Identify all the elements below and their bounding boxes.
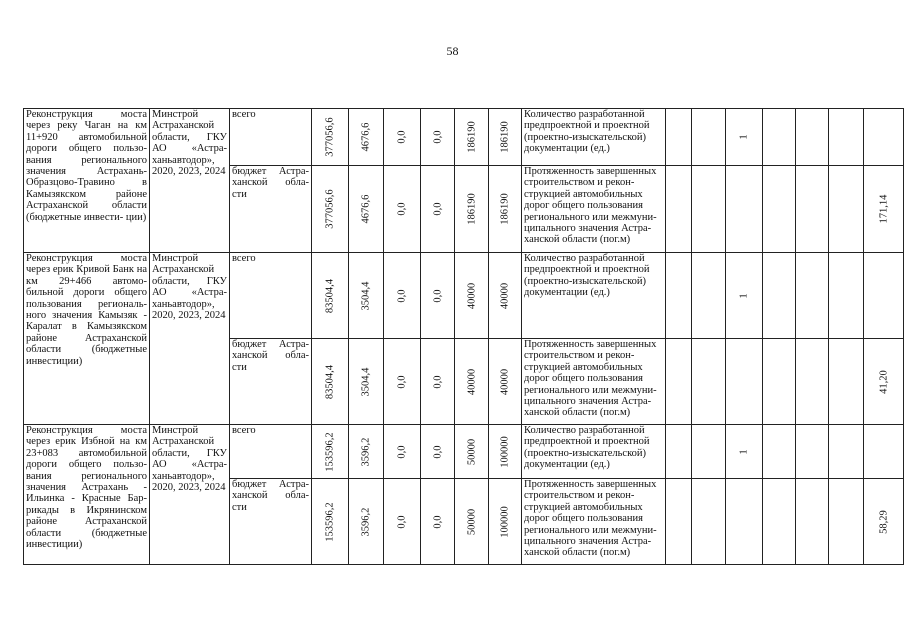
funding-value-cell xyxy=(489,339,522,425)
funding-value: 40000 xyxy=(499,368,511,395)
target-value-cell xyxy=(726,253,763,339)
funding-value: 186190 xyxy=(465,121,477,153)
indicator-name: Протяженность завершенных строительством и рекон- струкцией автомобильных дорог общего пользования регионального или межмуни- ципального значения Астра- ханской области (пог.м) xyxy=(522,339,666,425)
funding-value: 50000 xyxy=(465,438,477,465)
funding-value-cell xyxy=(312,479,349,565)
funding-value: 4676,6 xyxy=(360,194,372,224)
target-value-cell xyxy=(796,479,829,565)
funding-value: 83504,4 xyxy=(324,364,336,399)
target-value-cell xyxy=(666,253,692,339)
funding-value-cell xyxy=(455,425,489,479)
target-value-cell xyxy=(763,109,796,166)
responsible-executor: Минстрой Астраханской области, ГКУ АО «Астра- ханьавтодор», 2020, 2023, 2024 xyxy=(150,253,230,425)
funding-value: 186190 xyxy=(499,193,511,225)
funding-value-cell xyxy=(489,479,522,565)
indicator-name: Количество разработанной предпроектной и проектной (проектно-изыскательской) документации (ед.) xyxy=(522,425,666,479)
target-value: 1 xyxy=(738,292,750,299)
funding-value-cell xyxy=(312,253,349,339)
funding-value-cell xyxy=(421,479,455,565)
funding-value-cell xyxy=(455,166,489,253)
funding-value: 0,0 xyxy=(396,444,408,459)
funding-value-cell xyxy=(349,109,384,166)
funding-value-cell xyxy=(384,253,421,339)
target-value-cell xyxy=(692,479,726,565)
target-value-cell xyxy=(666,479,692,565)
funding-value-cell xyxy=(489,253,522,339)
funding-value-cell xyxy=(455,339,489,425)
funding-value-cell xyxy=(312,166,349,253)
responsible-executor: Минстрой Астраханской области, ГКУ АО «Астра- ханьавтодор», 2020, 2023, 2024 xyxy=(150,425,230,565)
funding-value-cell xyxy=(384,166,421,253)
funding-value: 377056,6 xyxy=(324,117,336,157)
target-value: 41,20 xyxy=(877,369,889,394)
funding-value: 0,0 xyxy=(431,130,443,144)
target-value-cell xyxy=(796,425,829,479)
funding-value-cell xyxy=(421,425,455,479)
funding-source: бюджет Астра- ханской обла- сти xyxy=(230,166,312,253)
funding-value: 100000 xyxy=(499,435,511,468)
target-value-cell xyxy=(796,339,829,425)
target-value: 171,14 xyxy=(877,194,889,224)
funding-value: 153596,2 xyxy=(324,431,336,472)
target-value-cell xyxy=(763,479,796,565)
funding-value: 186190 xyxy=(465,193,477,225)
funding-value: 3504,4 xyxy=(360,367,372,396)
target-value-cell xyxy=(666,109,692,166)
funding-value-cell xyxy=(349,425,384,479)
target-value-cell xyxy=(864,339,904,425)
funding-source: бюджет Астра- ханской обла- сти xyxy=(230,339,312,425)
indicator-name: Протяженность завершенных строительством и рекон- струкцией автомобильных дорог общего пользования регионального или межмуни- ципального значения Астра- ханской области (пог.м) xyxy=(522,479,666,565)
funding-value-cell xyxy=(421,166,455,253)
funding-source: всего xyxy=(230,425,312,479)
target-value-cell xyxy=(864,109,904,166)
target-value-cell xyxy=(692,109,726,166)
funding-value-cell xyxy=(384,109,421,166)
target-value-cell xyxy=(726,339,763,425)
funding-value: 40000 xyxy=(465,368,477,395)
funding-value-cell xyxy=(455,109,489,166)
responsible-executor: Минстрой Астраханской области, ГКУ АО «Астра- ханьавтодор», 2020, 2023, 2024 xyxy=(150,109,230,253)
target-value-cell xyxy=(829,425,864,479)
funding-value: 186190 xyxy=(499,121,511,153)
target-value-cell xyxy=(864,166,904,253)
funding-value: 100000 xyxy=(499,505,511,538)
target-value-cell xyxy=(829,339,864,425)
target-value-cell xyxy=(666,425,692,479)
funding-value: 3596,2 xyxy=(360,437,372,466)
funding-value-cell xyxy=(312,425,349,479)
target-value-cell xyxy=(829,166,864,253)
target-value: 1 xyxy=(738,448,750,455)
funding-value: 0,0 xyxy=(396,288,408,303)
funding-value-cell xyxy=(349,339,384,425)
target-value-cell xyxy=(726,109,763,166)
target-value-cell xyxy=(692,339,726,425)
indicator-name: Количество разработанной предпроектной и проектной (проектно-изыскательской) документации (ед.) xyxy=(522,253,666,339)
target-value-cell xyxy=(864,253,904,339)
funding-source: всего xyxy=(230,253,312,339)
funding-value-cell xyxy=(384,425,421,479)
funding-value: 377056,6 xyxy=(324,189,336,229)
funding-value-cell xyxy=(455,253,489,339)
target-value-cell xyxy=(726,479,763,565)
target-value-cell xyxy=(726,166,763,253)
funding-value: 0,0 xyxy=(396,202,408,216)
funding-value-cell xyxy=(421,253,455,339)
target-value-cell xyxy=(763,166,796,253)
funding-value-cell xyxy=(455,479,489,565)
object-description: Реконструкция моста через ерик Избной на км 23+083 автомобильной дороги общего пользо- вания регионального значения Астрахань - Ильинка - Красные Бар- рикады в Икрянинском районе Астраханской области (бюджетные инвестиции) xyxy=(24,425,150,565)
page-number: 58 xyxy=(446,44,459,58)
object-description: Реконструкция моста через реку Чаган на км 11+920 автомобильной дороги общего пользо- вания регионального значения Астрахань-Образцово-Травино в Камызякском районе Астраханской области (бюджетные инвести- ции) xyxy=(24,109,150,253)
program-table xyxy=(23,108,904,565)
target-value-cell xyxy=(763,339,796,425)
funding-value-cell xyxy=(349,253,384,339)
funding-value: 153596,2 xyxy=(324,501,336,542)
funding-value: 4676,6 xyxy=(360,122,372,152)
target-value-cell xyxy=(692,166,726,253)
funding-value-cell xyxy=(421,109,455,166)
target-value-cell xyxy=(829,109,864,166)
target-value-cell xyxy=(692,253,726,339)
funding-value-cell xyxy=(384,479,421,565)
funding-value: 0,0 xyxy=(431,444,443,459)
funding-value: 83504,4 xyxy=(324,278,336,313)
target-value: 58,29 xyxy=(877,509,889,534)
funding-source: бюджет Астра- ханской обла- сти xyxy=(230,479,312,565)
funding-value-cell xyxy=(489,109,522,166)
funding-value-cell xyxy=(312,339,349,425)
funding-value: 40000 xyxy=(499,282,511,309)
funding-value: 0,0 xyxy=(396,130,408,144)
funding-value-cell xyxy=(384,339,421,425)
funding-source: всего xyxy=(230,109,312,166)
table-row xyxy=(24,253,904,339)
target-value-cell xyxy=(796,166,829,253)
funding-value-cell xyxy=(421,339,455,425)
target-value-cell xyxy=(829,253,864,339)
funding-value-cell xyxy=(312,109,349,166)
funding-value: 0,0 xyxy=(396,514,408,529)
target-value: 1 xyxy=(738,134,750,140)
funding-value: 3504,4 xyxy=(360,281,372,310)
funding-value: 50000 xyxy=(465,508,477,535)
funding-value: 0,0 xyxy=(431,514,443,529)
target-value-cell xyxy=(864,479,904,565)
target-value-cell xyxy=(666,339,692,425)
object-description: Реконструкция моста через ерик Кривой Банк на км 29+466 автомо- бильной дороги общего пользования региональ- ного значения Камызяк - Каралат в Камызякском районе Астраханской области (бюджетные инвестиции) xyxy=(24,253,150,425)
target-value-cell xyxy=(864,425,904,479)
funding-value: 40000 xyxy=(465,282,477,309)
funding-value: 0,0 xyxy=(431,288,443,303)
funding-value-cell xyxy=(349,479,384,565)
funding-value: 0,0 xyxy=(431,202,443,216)
funding-value: 3596,2 xyxy=(360,507,372,536)
target-value-cell xyxy=(763,253,796,339)
table-row xyxy=(24,425,904,479)
funding-value: 0,0 xyxy=(431,374,443,389)
target-value-cell xyxy=(796,109,829,166)
funding-value-cell xyxy=(489,425,522,479)
table-row xyxy=(24,109,904,166)
funding-value-cell xyxy=(489,166,522,253)
indicator-name: Протяженность завершенных строительством и рекон- струкцией автомобильных дорог общего пользования регионального или межмуни- ципального значения Астра- ханской области (пог.м) xyxy=(522,166,666,253)
target-value-cell xyxy=(829,479,864,565)
funding-value: 0,0 xyxy=(396,374,408,389)
target-value-cell xyxy=(726,425,763,479)
funding-value-cell xyxy=(349,166,384,253)
target-value-cell xyxy=(763,425,796,479)
indicator-name: Количество разработанной предпроектной и проектной (проектно-изыскательской) документации (ед.) xyxy=(522,109,666,166)
target-value-cell xyxy=(796,253,829,339)
target-value-cell xyxy=(692,425,726,479)
target-value-cell xyxy=(666,166,692,253)
